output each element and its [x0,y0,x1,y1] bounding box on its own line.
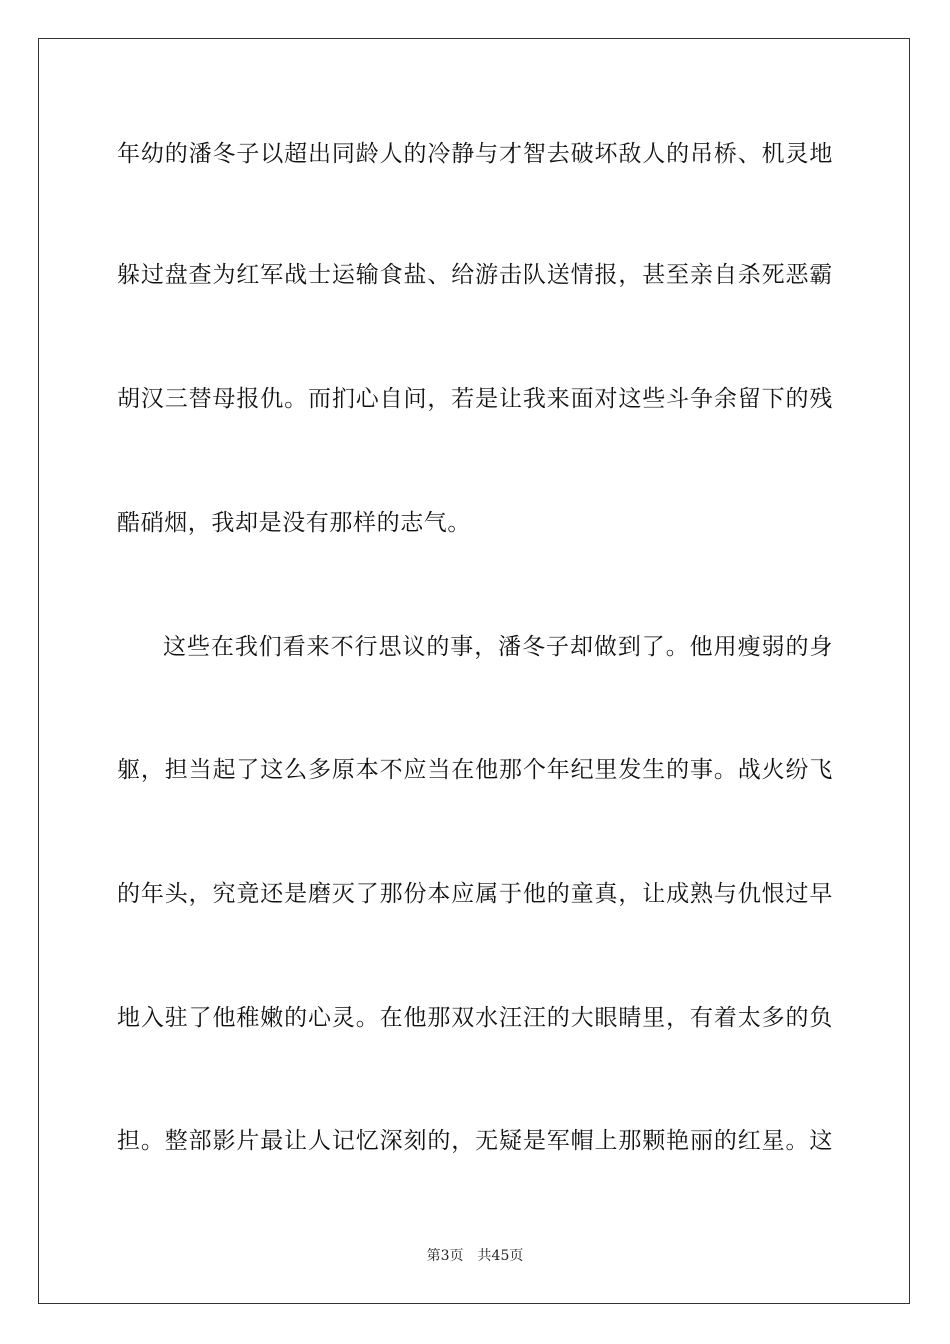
page-number: 第3页 [426,1248,464,1264]
text-line-3: 胡汉三替母报仇。而扪心自问，若是让我来面对这些斗争余留下的残 [117,386,833,412]
text-line-6: 躯，担当起了这么多原本不应当在他那个年纪里发生的事。战火纷飞 [117,757,833,783]
text-line-2: 躲过盘查为红军战士运输食盐、给游击队送情报，甚至亲自杀死恶霸 [117,262,833,288]
page-footer [0,1247,950,1265]
page-total: 共45页 [477,1248,524,1264]
page-border [38,38,910,1304]
text-line-8: 地入驻了他稚嫩的心灵。在他那双水汪汪的大眼睛里，有着太多的负 [117,1005,833,1031]
text-line-7: 的年头，究竟还是磨灭了那份本应属于他的童真，让成熟与仇恨过早 [117,881,833,907]
text-line-1: 年幼的潘冬子以超出同龄人的冷静与才智去破坏敌人的吊桥、机灵地 [117,141,833,167]
text-line-5: 这些在我们看来不行思议的事，潘冬子却做到了。他用瘦弱的身 [163,634,833,660]
text-line-4: 酷硝烟，我却是没有那样的志气。 [117,510,471,536]
text-line-9: 担。整部影片最让人记忆深刻的，无疑是军帽上那颗艳丽的红星。这 [117,1128,833,1154]
